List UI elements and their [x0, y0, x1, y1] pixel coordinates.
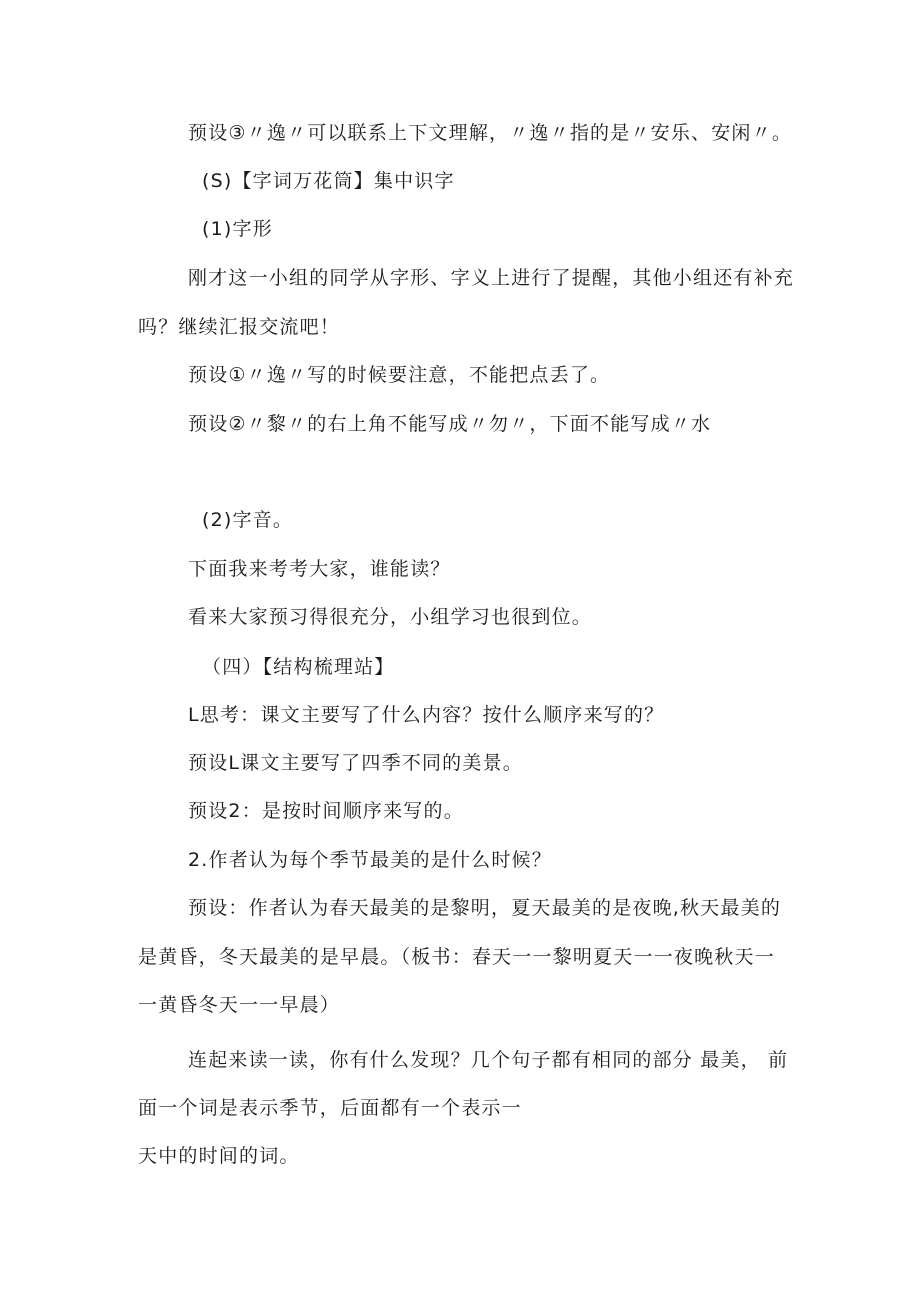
text-line-5: 吗？继续汇报交流吧！: [138, 316, 341, 338]
section-heading-words: (S)【字词万花筒】集中识字: [202, 170, 455, 192]
text-line-19: 连起来读一读，你有什么发现？几个句子都有相同的部分 最美， 前: [188, 1049, 789, 1071]
text-line-18: 一黄昏冬天一一早晨）: [138, 994, 341, 1016]
section-heading-structure: （四）【结构梳理站】: [202, 656, 395, 678]
text-line-12: L思考：课文主要写了什么内容？按什么顺序来写的？: [188, 704, 665, 726]
subheading-pronunciation: (2)字音。: [202, 509, 294, 531]
text-line-20: 面一个词是表示季节，后面都有一个表示一: [138, 1097, 522, 1119]
text-line-17: 是黄昏，冬天最美的是早晨。（板书：春天一一黎明夏天一一夜晚秋天一: [138, 946, 775, 968]
text-line-15: 2.作者认为每个季节最美的是什么时候？: [188, 849, 552, 871]
text-line-4: 刚才这一小组的同学从字形、字义上进行了提醒，其他小组还有补充: [188, 267, 795, 289]
text-line-14: 预设2：是按时间顺序来写的。: [188, 800, 464, 822]
text-line-9: 下面我来考考大家，谁能读？: [188, 558, 451, 580]
text-line-13: 预设L课文主要写了四季不同的美景。: [188, 752, 523, 774]
text-line-16: 预设：作者认为春天最美的是黎明，夏天最美的是夜晚,秋天最美的: [188, 897, 782, 919]
text-line-1: 预设③〃逸〃可以联系上下文理解，〃逸〃指的是〃安乐、安闲〃。: [188, 122, 793, 144]
text-line-21: 天中的时间的词。: [138, 1145, 300, 1167]
text-line-7: 预设②〃黎〃的右上角不能写成〃勿〃，下面不能写成〃水: [188, 413, 712, 435]
text-line-10: 看来大家预习得很充分，小组学习也很到位。: [188, 606, 593, 628]
subheading-glyph-form: (1)字形: [202, 218, 273, 240]
text-line-6: 预设①〃逸〃写的时候要注意，不能把点丢了。: [188, 364, 611, 386]
